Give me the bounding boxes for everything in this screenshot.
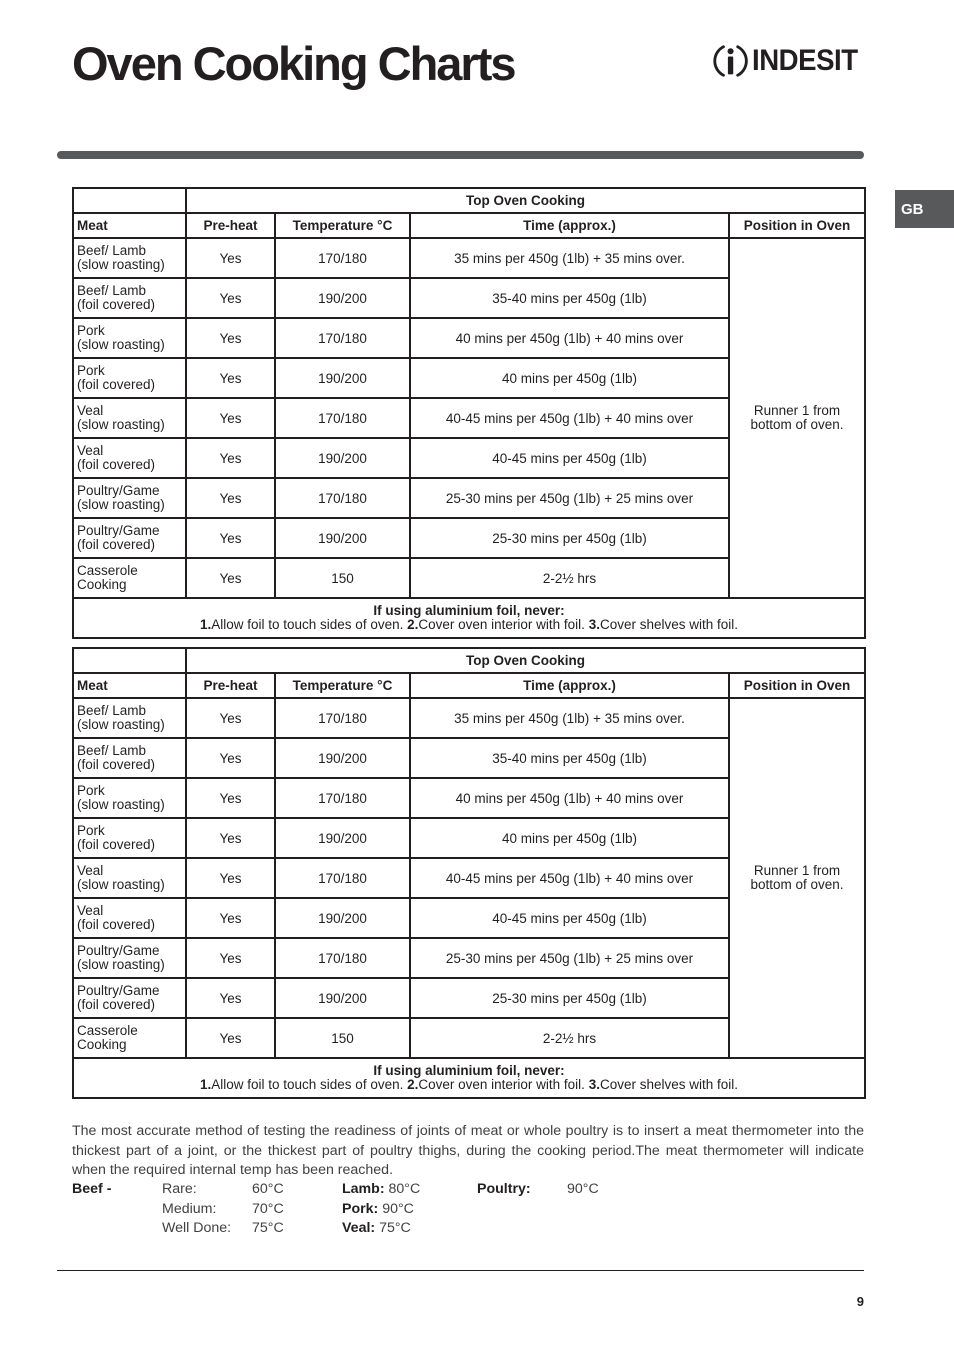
- cooking-table-2: [72, 647, 866, 1099]
- temp-cell: 190/200: [275, 978, 410, 1018]
- temp-cell: 170/180: [275, 478, 410, 518]
- thermometer-paragraph: The most accurate method of testing the readiness of joints of meat or whole poultry is to insert a meat thermometer into the thickest part of a joint, or the thickest part of poultry thighs, during the cooking period.The meat thermometer will indicate when the required internal temp has been reached.: [72, 1123, 864, 1178]
- preheat-cell: Yes: [186, 398, 275, 438]
- meat-cell: Beef/ Lamb (slow roasting): [73, 698, 186, 738]
- preheat-cell: Yes: [186, 558, 275, 598]
- temp-cell: 170/180: [275, 318, 410, 358]
- col-header-time: Time (approx.): [410, 213, 729, 238]
- beef-level: Well Done:: [162, 1220, 232, 1236]
- preheat-cell: Yes: [186, 738, 275, 778]
- group-header: Top Oven Cooking: [186, 648, 865, 673]
- preheat-cell: Yes: [186, 438, 275, 478]
- meat-cell: Pork (foil covered): [73, 818, 186, 858]
- beef-label: Beef -: [72, 1181, 112, 1197]
- indesit-logo-icon: [711, 39, 750, 83]
- time-cell: 35-40 mins per 450g (1lb): [410, 278, 729, 318]
- col-header-meat: Meat: [73, 673, 186, 698]
- temp-cell: 190/200: [275, 278, 410, 318]
- language-tab: GB: [895, 190, 954, 228]
- col-header-position: Position in Oven: [729, 673, 865, 698]
- time-cell: 2-2½ hrs: [410, 558, 729, 598]
- time-cell: 40-45 mins per 450g (1lb) + 40 mins over: [410, 398, 729, 438]
- time-cell: 40-45 mins per 450g (1lb) + 40 mins over: [410, 858, 729, 898]
- page-number: 9: [856, 1294, 864, 1309]
- time-cell: 40 mins per 450g (1lb) + 40 mins over: [410, 318, 729, 358]
- time-cell: 35 mins per 450g (1lb) + 35 mins over.: [410, 238, 729, 278]
- group-header: Top Oven Cooking: [186, 188, 865, 213]
- time-cell: 35-40 mins per 450g (1lb): [410, 738, 729, 778]
- meat-cell: Pork (slow roasting): [73, 318, 186, 358]
- col-header-meat: Meat: [73, 213, 186, 238]
- temp-cell: 170/180: [275, 698, 410, 738]
- preheat-cell: Yes: [186, 518, 275, 558]
- beef-temp: 60°C: [252, 1181, 284, 1197]
- preheat-cell: Yes: [186, 898, 275, 938]
- time-cell: 25-30 mins per 450g (1lb): [410, 518, 729, 558]
- preheat-cell: Yes: [186, 818, 275, 858]
- preheat-cell: Yes: [186, 478, 275, 518]
- col-header-temperature: Temperature °C: [275, 673, 410, 698]
- preheat-cell: Yes: [186, 358, 275, 398]
- position-cell: Runner 1 from bottom of oven.: [729, 698, 865, 1058]
- meat-cell: Pork (slow roasting): [73, 778, 186, 818]
- temp-cell: 170/180: [275, 858, 410, 898]
- time-cell: 25-30 mins per 450g (1lb) + 25 mins over: [410, 478, 729, 518]
- preheat-cell: Yes: [186, 318, 275, 358]
- preheat-cell: Yes: [186, 698, 275, 738]
- table-row: [73, 698, 865, 738]
- time-cell: 40 mins per 450g (1lb) + 40 mins over: [410, 778, 729, 818]
- table-row: [73, 238, 865, 278]
- meat-cell: Casserole Cooking: [73, 558, 186, 598]
- poultry-label: Poultry:: [477, 1181, 531, 1197]
- cooking-table-1: [72, 187, 866, 639]
- time-cell: 35 mins per 450g (1lb) + 35 mins over.: [410, 698, 729, 738]
- beef-level: Medium:: [162, 1200, 217, 1217]
- foil-note-heading: If using aluminium foil, never:: [373, 603, 565, 618]
- time-cell: 40-45 mins per 450g (1lb): [410, 898, 729, 938]
- beef-temp: 75°C: [252, 1220, 284, 1236]
- meat-cell: Beef/ Lamb (foil covered): [73, 278, 186, 318]
- col-header-position: Position in Oven: [729, 213, 865, 238]
- col-header-preheat: Pre-heat: [186, 673, 275, 698]
- poultry-temp: 90°C: [567, 1181, 599, 1197]
- brand-logo: [711, 38, 867, 84]
- time-cell: 40 mins per 450g (1lb): [410, 358, 729, 398]
- temp-cell: 170/180: [275, 778, 410, 818]
- meat-cell: Poultry/Game (slow roasting): [73, 478, 186, 518]
- beef-level: Rare:: [162, 1181, 197, 1197]
- brand-wordmark: INDESIT: [752, 44, 858, 77]
- temp-cell: 170/180: [275, 938, 410, 978]
- col-header-preheat: Pre-heat: [186, 213, 275, 238]
- foil-note-heading: If using aluminium foil, never:: [373, 1063, 565, 1078]
- preheat-cell: Yes: [186, 778, 275, 818]
- beef-temp: 70°C: [252, 1200, 284, 1217]
- time-cell: 2-2½ hrs: [410, 1018, 729, 1058]
- temp-cell: 150: [275, 558, 410, 598]
- foil-note: If using aluminium foil, never: 1.Allow foil to touch sides of oven. 2.Cover oven interior with foil. 3.Cover shelves with foil.: [73, 598, 865, 638]
- preheat-cell: Yes: [186, 938, 275, 978]
- temp-cell: 190/200: [275, 818, 410, 858]
- time-cell: 25-30 mins per 450g (1lb): [410, 978, 729, 1018]
- col-header-time: Time (approx.): [410, 673, 729, 698]
- preheat-cell: Yes: [186, 978, 275, 1018]
- meat-cell: Veal (slow roasting): [73, 398, 186, 438]
- header-rule: [57, 151, 864, 159]
- temp-cell: 170/180: [275, 238, 410, 278]
- meat-cell: Poultry/Game (foil covered): [73, 978, 186, 1018]
- position-cell: Runner 1 from bottom of oven.: [729, 238, 865, 598]
- meat-cell: Pork (foil covered): [73, 358, 186, 398]
- preheat-cell: Yes: [186, 1018, 275, 1058]
- preheat-cell: Yes: [186, 858, 275, 898]
- temp-cell: 190/200: [275, 358, 410, 398]
- temp-cell: 190/200: [275, 518, 410, 558]
- temp-cell: 190/200: [275, 438, 410, 478]
- pork-temp: Pork: 90°C: [342, 1200, 414, 1217]
- foil-note: If using aluminium foil, never: 1.Allow foil to touch sides of oven. 2.Cover oven interior with foil. 3.Cover shelves with foil.: [73, 1058, 865, 1098]
- lamb-temp: Lamb: 80°C: [342, 1181, 421, 1197]
- meat-cell: Casserole Cooking: [73, 1018, 186, 1058]
- meat-cell: Beef/ Lamb (slow roasting): [73, 238, 186, 278]
- preheat-cell: Yes: [186, 238, 275, 278]
- meat-cell: Beef/ Lamb (foil covered): [73, 738, 186, 778]
- blank-corner: [73, 188, 186, 213]
- meat-cell: Veal (slow roasting): [73, 858, 186, 898]
- veal-temp: Veal: 75°C: [342, 1220, 411, 1236]
- time-cell: 25-30 mins per 450g (1lb) + 25 mins over: [410, 938, 729, 978]
- meat-cell: Poultry/Game (foil covered): [73, 518, 186, 558]
- blank-corner: [73, 648, 186, 673]
- preheat-cell: Yes: [186, 278, 275, 318]
- meat-cell: Veal (foil covered): [73, 438, 186, 478]
- time-cell: 40-45 mins per 450g (1lb): [410, 438, 729, 478]
- footer-rule: [57, 1270, 864, 1271]
- time-cell: 40 mins per 450g (1lb): [410, 818, 729, 858]
- temp-cell: 170/180: [275, 398, 410, 438]
- col-header-temperature: Temperature °C: [275, 213, 410, 238]
- temp-cell: 190/200: [275, 738, 410, 778]
- temp-cell: 190/200: [275, 898, 410, 938]
- meat-cell: Poultry/Game (slow roasting): [73, 938, 186, 978]
- temp-cell: 150: [275, 1018, 410, 1058]
- page-title: Oven Cooking Charts: [72, 37, 515, 90]
- meat-cell: Veal (foil covered): [73, 898, 186, 938]
